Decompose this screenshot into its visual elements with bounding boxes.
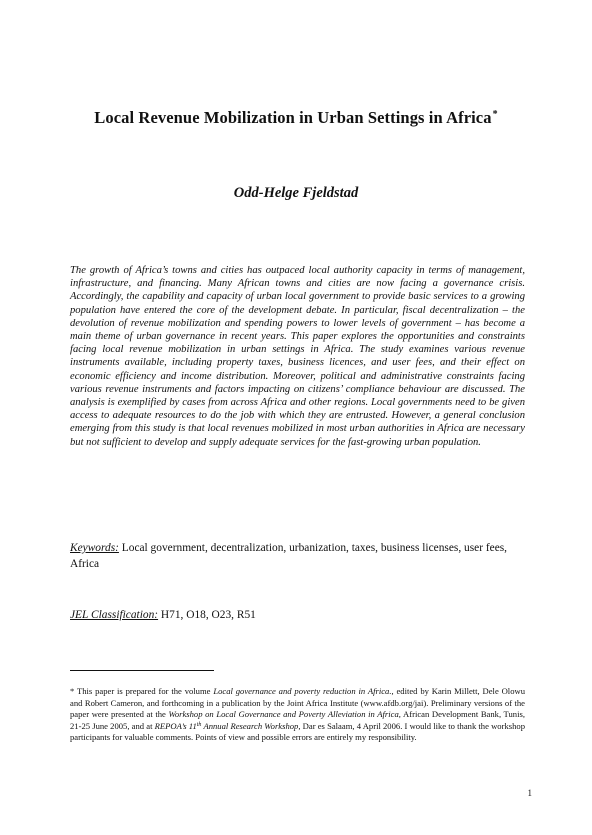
paper-title: [0, 108, 592, 128]
footnote-url-link[interactable]: www.afdb.org/jai: [363, 697, 424, 708]
keywords-label: Keywords:: [70, 542, 119, 554]
keywords-text: Local government, decentralization, urbanization, taxes, business licenses, user fees, Africa: [70, 542, 508, 570]
abstract: The growth of Africa’s towns and cities has outpaced local authority capacity in terms of management, infrastructure, and financing. Many African towns and cities are now facing a governance crisis. Accordingly, the capability and capacity of urban local government to provide basic services to a growing population have entered the core of the development debate. In particular, fiscal decentralization – the devolution of revenue mobilization and spending powers to lower levels of government – has become a main theme of urban governance in recent years. This paper explores the opportunities and constraints facing local revenue mobilization in urban settings in Africa. The study examines various revenue instruments available, including property taxes, business licences, and user fees, and their effect on economic efficiency and income distribution. Moreover, political and administrative constraints facing various revenue instruments and factors impacting on citizens’ compliance behaviour are discussed. The analysis is exemplified by cases from across Africa and other regions. Local governments need to be given access to adequate resources to do the job with which they are entrusted. However, a general conclusion emerging from this study is that local revenues mobilized in most urban authorities in Africa are necessary but not sufficient to develop and supply adequate services for the fast-growing urban population.: [70, 265, 525, 448]
footnote-text-2: , edited by Karin Millett, Dele Olowu and Robert Cameron, and forthcoming in a publication by the Joint Africa Institute (: [70, 686, 525, 708]
footnote-ordinal: th: [196, 721, 202, 728]
footnote-workshop-2-b: Annual Research Workshop: [201, 720, 299, 731]
jel-codes: H71, O18, O23, R51: [158, 609, 256, 621]
footnote-workshop-2-a: REPOA’s 11: [154, 720, 197, 731]
footnote-text-4: , African Development Bank, Tunis, 21-25 June 2005, and at: [70, 709, 525, 731]
footnote-workshop-1: Workshop on Local Governance and Poverty Alleviation in Africa: [168, 709, 399, 720]
footnote-text-1: This paper is prepared for the volume: [74, 686, 214, 696]
footnote-text-3: ). Preliminary versions of the paper were presented at the: [70, 697, 525, 720]
footnote-mark: *: [70, 686, 75, 696]
title-footnote-mark: *: [492, 109, 498, 120]
jel-classification: [70, 608, 525, 624]
author-name: Odd-Helge Fjeldstad: [233, 185, 359, 201]
footnote-volume-title: Local governance and poverty reduction in Africa.: [213, 686, 392, 696]
footnote: [70, 686, 525, 744]
footnote-separator: [70, 670, 214, 671]
jel-label: JEL Classification:: [70, 609, 159, 621]
paper-title-text: Local Revenue Mobilization in Urban Settings in Africa: [94, 108, 492, 127]
page-number: 1: [527, 788, 532, 798]
footnote-workshop-2: [155, 721, 299, 731]
footnote-text-5: , Dar es Salaam, 4 April 2006. I would like to thank the workshop participants for valuable comments. Points of view and possible errors are entirely my responsibility.: [70, 720, 525, 743]
keywords: [70, 541, 525, 572]
